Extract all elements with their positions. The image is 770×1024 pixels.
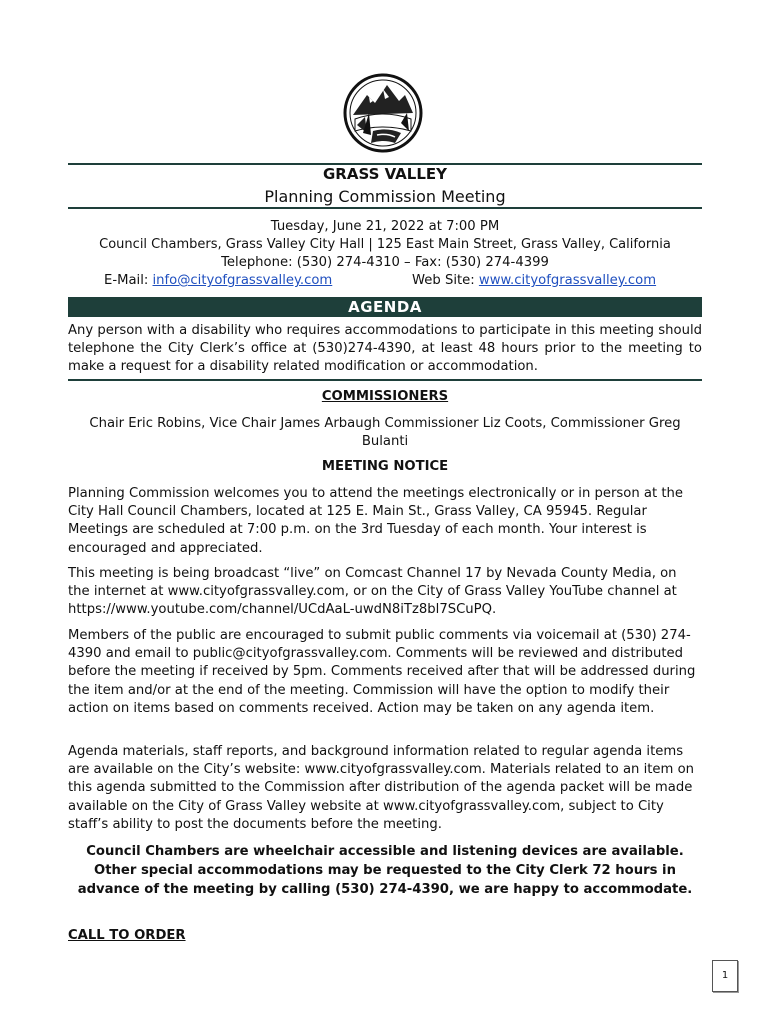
notice-paragraph: Agenda materials, staff reports, and background information related to regular agenda items are available on the City’s website: www.cityofgrassvalley.com. Materials related to an item on this agenda submitted to the Commission after distribution of the agenda packet will be made available on the City of Grass Valley website at www.cityofgrassvalley.com, subject to City staff’s ability to post the documents before the meeting.	[68, 744, 695, 832]
email-link[interactable]: info@cityofgrassvalley.com	[152, 273, 333, 288]
website-contact	[412, 272, 656, 290]
meeting-subtitle: Planning Commission Meeting	[264, 187, 506, 206]
disclaimer-rule	[68, 379, 702, 381]
email-label: E-Mail:	[104, 273, 153, 288]
call-to-order-heading: CALL TO ORDER	[68, 928, 186, 943]
notice-paragraph: Planning Commission welcomes you to attend the meetings electronically or in person at the City Hall Council Chambers, located at 125 E. Main St., Grass Valley, CA 95945. Regular Meetings are scheduled at 7:00 p.m. on the 3rd Tuesday of each month. Your interest is encouraged and appreciated.	[68, 486, 683, 556]
notice-paragraph: This meeting is being broadcast “live” on Comcast Channel 17 by Nevada County Media, on the internet at www.cityofgrassvalley.com, or on the City of Grass Valley YouTube channel at https://www.youtube.com/channel/UCdAaL-uwdN8iTz8bl7SCuPQ.	[68, 566, 677, 618]
page-title: GRASS VALLEY	[322, 165, 448, 183]
commissioners-heading: COMMISSIONERS	[321, 389, 449, 404]
notice-paragraph: Members of the public are encouraged to submit public comments via voicemail at (530) 274-4390 and email to public@cityofgrassvalley.com. Comments will be reviewed and distributed before the meeting if received by 5pm. Comments received after that will be addressed during the item and/or at the end of the meeting. Commission will have the option to modify their action on items based on comments received. Action may be taken on any agenda item.	[68, 628, 696, 716]
meeting-notice-heading: MEETING NOTICE	[321, 459, 449, 474]
email-contact	[104, 272, 332, 290]
agenda-banner: AGENDA	[68, 297, 702, 317]
meeting-date: Tuesday, June 21, 2022 at 7:00 PM	[270, 219, 500, 234]
disability-disclaimer: Any person with a disability who requires accommodations to participate in this meeting should telephone the City Clerk’s office at (530)274-4390, at least 48 hours prior to the meeting to make a request for a disability related modification or accommodation.	[68, 323, 702, 375]
commissioners-list: Chair Eric Robins, Vice Chair James Arbaugh Commissioner Liz Coots, Commissioner Greg Bulanti	[89, 416, 681, 450]
header-bottom-rule	[68, 207, 702, 209]
website-link[interactable]: www.cityofgrassvalley.com	[478, 273, 657, 288]
website-label: Web Site:	[412, 273, 479, 288]
meeting-phone: Telephone: (530) 274-4310 – Fax: (530) 274-4399	[221, 255, 549, 270]
meeting-location: Council Chambers, Grass Valley City Hall | 125 East Main Street, Grass Valley, California	[99, 237, 671, 252]
city-seal-logo	[343, 73, 423, 153]
accessibility-note: Council Chambers are wheelchair accessible and listening devices are available. Other special accommodations may be requested to the City Clerk 72 hours in advance of the meeting by calling (530) 274-4390, we are happy to accommodate.	[77, 844, 693, 897]
page-number: 1	[712, 960, 738, 992]
